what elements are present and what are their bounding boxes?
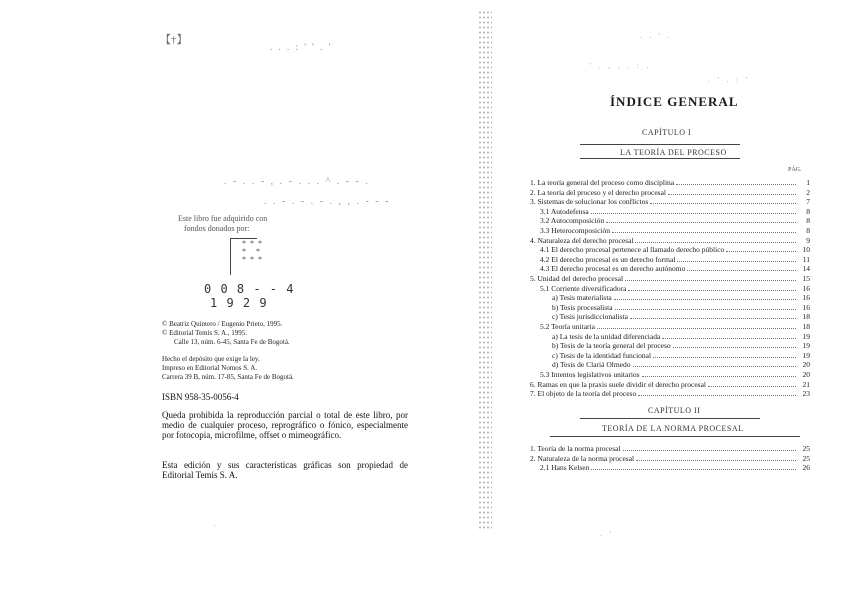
toc-entry-title: 3.1 Autodefensa [540,206,589,216]
toc-entry-title: 1. Teoría de la norma procesal [530,444,621,453]
library-stamp-line: Este libro fue adquirido con [178,214,268,223]
toc-entry-title: 5.1 Corriente diversificadora [540,283,627,293]
handwritten-code: 0 0 8 - - 4 [204,282,295,296]
toc-entry [530,284,810,293]
toc-entry [530,178,810,187]
toc-entry-page: 16 [802,302,810,312]
chapter-divider [580,144,740,145]
library-stamp-line: fondos donados por: [184,224,250,233]
toc-entry-title: 4.2 El derecho procesal es un derecho formal [540,254,676,264]
toc-entry-page: 18 [802,322,810,331]
page-column-header: PÁG. [788,167,802,173]
toc-leader-dots [597,327,796,329]
toc-entry-title: c) Tesis de la identidad funcional [552,350,652,360]
toc-entry-title: 1. La teoría general del proceso como disciplina [530,178,675,187]
copyright-line: © Beatriz Quintero / Eugenio Prieto, 1995. [162,320,283,328]
rights-paragraph: Queda prohibida la reproducción parcial o total de este libro, por medio de cualquier proceso, reprográfico o fónico, especialmente por fotocopia, microfilme, offset o mimeográfico. [162,410,408,440]
toc-entry [530,216,810,225]
toc-leader-dots [635,241,796,243]
toc-entry-title: 4.3 El derecho procesal es un derecho autónomo [540,264,686,274]
toc-entry [530,380,810,389]
deposit-line: Carrera 39 B, núm. 17-85, Santa Fe de Bogotá. [162,373,294,381]
toc-leader-dots [673,346,796,348]
toc-leader-dots [687,269,796,271]
toc-entry-page: 9 [806,235,810,245]
toc-entry-title: a) Tesis materialista [552,293,612,303]
chapter-label: CAPÍTULO II [648,406,701,415]
handwritten-number: 1 9 2 9 [210,296,268,310]
toc-entry [530,197,810,206]
chapter-divider [550,436,800,437]
toc-leader-dots [591,468,796,470]
header-noise: . . . : ' ' . ' [270,42,333,52]
toc-entry-page: 25 [802,453,810,463]
toc-entry-title: 3. Sistemas de solucionar los conflictos [530,197,649,207]
toc-entry-title: 2. La teoría del proceso y el derecho procesal [530,187,666,197]
toc-entry [530,332,810,341]
toc-entry [530,236,810,245]
toc-entry-page: 10 [802,245,810,255]
toc-leader-dots [708,385,796,387]
chapter-label: CAPÍTULO I [642,128,692,137]
toc-entry-title: d) Tesis de Clariá Olmedo [552,360,631,370]
toc-entry-page: 25 [802,444,810,453]
toc-entry [530,226,810,235]
toc-entry [530,360,810,369]
scan-noise: . [214,520,219,528]
toc-entry [530,454,810,463]
toc-entry-title: 4.1 El derecho procesal pertenece al llamado derecho público [540,245,725,255]
book-gutter [478,10,492,530]
toc-leader-dots [606,221,796,223]
toc-entry-title: 3.2 Autocomposición [540,216,605,226]
isbn: ISBN 958-35-0056-4 [162,392,239,402]
toc-entry [530,322,810,331]
toc-leader-dots [662,337,796,339]
toc-leader-dots [623,449,796,451]
library-stamp-emblem: * * * * * * * * [242,239,263,264]
toc-entry-page: 16 [802,283,810,293]
page-title: ÍNDICE GENERAL [610,94,739,109]
toc-entry-page: 19 [802,350,810,360]
toc-entry-page: 19 [802,341,810,351]
toc-entry [530,293,810,302]
toc-leader-dots [630,317,796,319]
toc-leader-dots [650,202,796,204]
toc-entry-title: 2. Naturaleza de la norma procesal [530,453,635,463]
table-of-contents-page [530,0,820,599]
toc-entry-page: 8 [806,226,810,235]
toc-entry [530,303,810,312]
toc-leader-dots [676,183,796,185]
toc-entry-page: 2 [806,187,810,197]
toc-leader-dots [612,231,796,233]
copyright-page [160,0,420,599]
toc-entry-title: b) Tesis procesalista [552,302,613,312]
toc-entry-page: 26 [802,463,810,473]
scan-noise: ' . , . . : . [590,62,652,70]
toc-leader-dots [638,394,796,396]
toc-entry [530,370,810,379]
toc-leader-dots [628,289,796,291]
chapter-divider [580,158,740,159]
toc-entry-title: 5.3 Intentos legislativos unitarios [540,370,640,379]
faded-heading: . - . . - , . - . . . ^ . - - . [224,176,370,187]
header-mark: 【†】 [160,34,188,46]
property-paragraph: Esta edición y sus características gráficas son propiedad de Editorial Temis S. A. [162,460,408,480]
toc-entry-title: 6. Ramas en que la praxis suele dividir el derecho procesal [530,379,706,389]
toc-entry-page: 18 [802,312,810,322]
toc-entry-title: 2.1 Hans Kelsen [540,463,590,473]
toc-entry-page: 16 [802,293,810,303]
toc-entry-page: 20 [802,370,810,379]
toc-entry-title: 5. Unidad del derecho procesal [530,274,624,283]
scan-noise: . . ' . [640,32,673,40]
chapter-title: TEORÍA DE LA NORMA PROCESAL [602,424,744,433]
toc-entry [530,255,810,264]
toc-entry-page: 1 [806,178,810,187]
toc-entry [530,341,810,350]
scan-noise: . ' . : ' [708,76,750,84]
chapter-divider [580,418,760,419]
toc-entry [530,389,810,398]
deposit-line: Hecho el depósito que exige la ley. [162,355,260,363]
toc-leader-dots [653,356,796,358]
toc-entry [530,444,810,453]
toc-entry-title: a) La tesis de la unidad diferenciada [552,331,661,341]
scan-noise: . ' [600,530,614,538]
toc-entry-page: 11 [802,254,810,264]
toc-entry-title: 3.3 Heterocomposición [540,226,610,235]
toc-leader-dots [625,279,796,281]
toc-leader-dots [642,375,796,377]
toc-entry-page: 15 [802,274,810,283]
toc-entry [530,312,810,321]
toc-entry-page: 8 [806,206,810,216]
faded-heading: . . - . - . - . , , . - - - [264,196,391,207]
chapter-title: LA TEORÍA DEL PROCESO [620,148,727,157]
toc-leader-dots [591,212,796,214]
toc-leader-dots [677,260,796,262]
toc-entry [530,463,810,472]
toc-entry-title: 7. El objeto de la teoría del proceso [530,389,637,399]
toc-entry [530,274,810,283]
toc-leader-dots [614,298,796,300]
toc-entry-title: 4. Naturaleza del derecho procesal [530,235,634,245]
toc-entry [530,264,810,273]
toc-leader-dots [633,365,797,367]
toc-entry [530,188,810,197]
toc-entry-page: 20 [802,360,810,370]
toc-entry-title: c) Tesis jurisdiccionalista [552,312,628,322]
toc-leader-dots [615,308,796,310]
toc-entry-title: 5.2 Teoría unitaria [540,322,595,331]
toc-entry [530,245,810,254]
copyright-line: Calle 13, núm. 6-45, Santa Fe de Bogotá. [174,338,290,346]
toc-entry-page: 21 [802,379,810,389]
toc-leader-dots [726,250,796,252]
toc-entry-title: b) Tesis de la teoría general del proceso [552,341,671,351]
toc-entry-page: 19 [802,331,810,341]
deposit-line: Impreso en Editorial Nomos S. A. [162,364,258,372]
toc-leader-dots [668,193,796,195]
toc-entry-page: 23 [802,389,810,399]
toc-entry-page: 7 [806,197,810,207]
toc-entry [530,207,810,216]
toc-entry [530,351,810,360]
toc-leader-dots [636,459,796,461]
copyright-line: © Editorial Temis S. A., 1995. [162,329,248,337]
toc-entry-page: 8 [806,216,810,226]
toc-entry-page: 14 [802,264,810,274]
